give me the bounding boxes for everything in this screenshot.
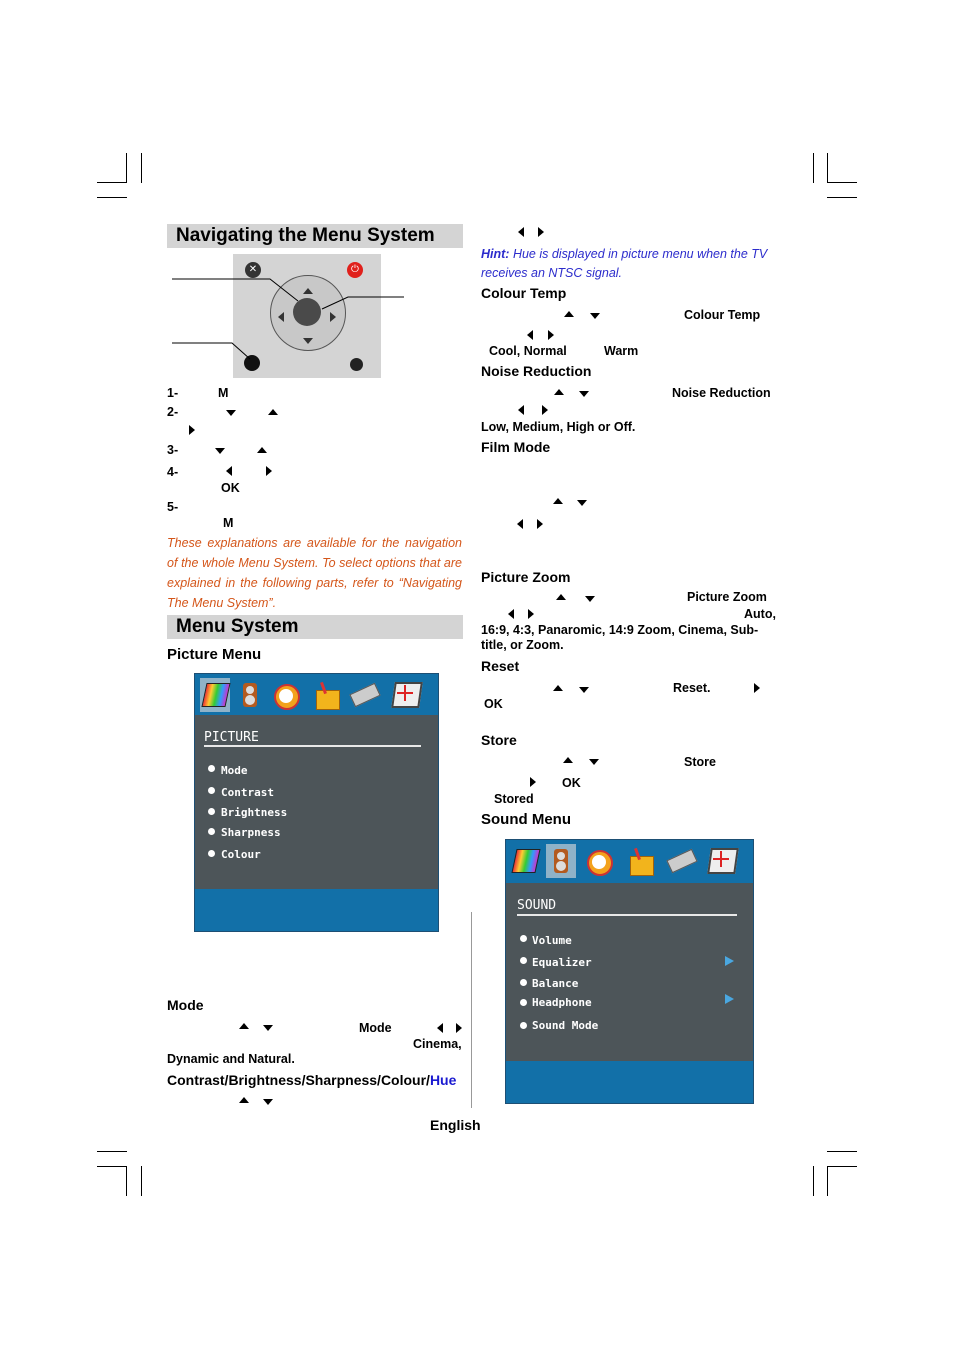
colour-temp-word: Colour Temp [684, 308, 761, 322]
up-arrow-icon [553, 498, 563, 504]
source-icon [349, 678, 379, 712]
install-icon [390, 678, 420, 712]
down-arrow-icon [579, 391, 589, 397]
picture-menu-item-sharpness[interactable]: Sharpness [221, 826, 281, 839]
picture-icon [200, 678, 230, 712]
mode-heading: Mode [167, 997, 204, 1013]
source-icon [666, 844, 696, 878]
step-1-num: 1- [167, 386, 179, 400]
menu-section-title: Menu System [176, 616, 299, 637]
down-arrow-icon [579, 687, 589, 693]
down-arrow-icon [590, 313, 600, 319]
film-mode-heading: Film Mode [481, 439, 551, 455]
features-icon [626, 844, 656, 878]
down-arrow-icon [585, 596, 595, 602]
right-arrow-icon [542, 405, 548, 415]
noise-reduction-heading: Noise Reduction [481, 363, 592, 379]
store-stored: Stored [494, 792, 534, 806]
right-arrow-icon [528, 609, 534, 619]
cbsc-heading-hue: Hue [429, 1072, 457, 1088]
bullet-icon [520, 999, 527, 1006]
up-arrow-icon [553, 685, 563, 691]
right-arrow-icon [266, 466, 272, 476]
sound-menu-item-equalizer[interactable]: Equalizer [532, 956, 592, 969]
picture-menu-item-mode[interactable]: Mode [221, 764, 248, 777]
up-arrow-icon [554, 389, 564, 395]
right-arrow-icon [189, 425, 195, 435]
picture-menu-heading: Picture Menu [167, 646, 262, 663]
picture-zoom-options-2: 16:9, 4:3, Panaromic, 14:9 Zoom, Cinema, Sub- [481, 623, 759, 637]
noise-reduction-word: Noise Reduction [672, 386, 771, 400]
reset-heading: Reset [481, 658, 520, 674]
down-arrow-icon [215, 448, 225, 454]
picture-menu-item-brightness[interactable]: Brightness [221, 806, 288, 819]
mode-word: Mode [359, 1021, 392, 1035]
right-arrow-icon [537, 519, 543, 529]
hint-line-1: Hue is displayed in picture menu when the TV [509, 247, 768, 261]
up-arrow-icon [268, 409, 278, 415]
cbsc-heading-text: Contrast/Brightness/Sharpness/Colour/ [167, 1072, 430, 1088]
up-arrow-icon [564, 311, 574, 317]
bullet-icon [208, 828, 215, 835]
column-divider [471, 912, 472, 1108]
sound-icon [235, 678, 265, 712]
submenu-arrow-icon [725, 994, 734, 1004]
down-arrow-icon [263, 1025, 273, 1031]
left-arrow-icon [518, 405, 524, 415]
step-2-num: 2- [167, 405, 179, 419]
menu-icon-bar [195, 674, 438, 715]
left-arrow-icon [508, 609, 514, 619]
reset-word: Reset. [673, 681, 711, 695]
mode-options-b: Dynamic and Natural. [167, 1052, 295, 1066]
up-arrow-icon [563, 757, 573, 763]
features-icon [312, 678, 342, 712]
right-arrow-icon [538, 227, 544, 237]
sound-menu-item-headphone[interactable]: Headphone [532, 996, 592, 1009]
menu-icon-bar [506, 840, 753, 883]
hue-hint [481, 245, 777, 283]
right-arrow-icon [456, 1023, 462, 1033]
bullet-icon [520, 1022, 527, 1029]
picture-menu-title: PICTURE [204, 730, 259, 745]
bullet-icon [520, 979, 527, 986]
down-arrow-icon [589, 759, 599, 765]
step-4-text: OK [221, 481, 240, 495]
sound-icon [546, 844, 576, 878]
bullet-icon [208, 765, 215, 772]
left-arrow-icon [517, 519, 523, 529]
mode-options-a: Cinema, [413, 1037, 462, 1051]
alarm-clock-icon [584, 844, 614, 878]
left-arrow-icon [518, 227, 524, 237]
up-arrow-icon [257, 447, 267, 453]
nav-section-header [167, 224, 463, 248]
picture-zoom-heading: Picture Zoom [481, 569, 571, 585]
noise-reduction-options: Low, Medium, High or Off. [481, 420, 636, 434]
colour-temp-heading: Colour Temp [481, 285, 567, 301]
step-5-text: M [223, 516, 234, 530]
bullet-icon [208, 787, 215, 794]
remote-callout-lines [170, 265, 410, 375]
step-4-num: 4- [167, 465, 179, 479]
right-arrow-icon [530, 777, 536, 787]
sound-menu-item-balance[interactable]: Balance [532, 977, 579, 990]
picture-zoom-options-1: Auto, [744, 607, 776, 621]
store-ok: OK [562, 776, 581, 790]
right-arrow-icon [548, 330, 554, 340]
picture-menu-title-rule [204, 745, 421, 747]
bullet-icon [520, 935, 527, 942]
sound-menu-item-sound-mode[interactable]: Sound Mode [532, 1019, 599, 1032]
sound-menu-heading: Sound Menu [481, 811, 571, 828]
sound-menu-title: SOUND [517, 898, 557, 913]
menu-footer-bar [195, 889, 438, 931]
sound-menu-title-rule [517, 914, 737, 916]
down-arrow-icon [226, 410, 236, 416]
right-arrow-icon [754, 683, 760, 693]
bullet-icon [520, 957, 527, 964]
down-arrow-icon [263, 1099, 273, 1105]
up-arrow-icon [239, 1097, 249, 1103]
left-arrow-icon [437, 1023, 443, 1033]
navigation-note: These explanations are available for the navigation of the whole Menu System. To select options that are explained in the following parts, refer to “Navigating The Menu System”. [167, 536, 462, 610]
step-5-num: 5- [167, 500, 179, 514]
picture-menu-item-colour[interactable]: Colour [221, 848, 261, 861]
step-1-text: M [218, 386, 229, 400]
cbsc-heading [167, 1072, 456, 1088]
reset-ok: OK [484, 697, 503, 711]
sound-menu-item-volume[interactable]: Volume [532, 934, 572, 947]
hint-label: Hint: [481, 247, 510, 261]
install-icon [706, 844, 736, 878]
nav-section-title: Navigating the Menu System [176, 225, 435, 246]
picture-menu-screenshot [194, 673, 439, 932]
colour-temp-options-1: Cool, Normal [489, 344, 567, 358]
up-arrow-icon [239, 1023, 249, 1029]
power-icon: ⏻ [347, 262, 363, 278]
picture-menu-item-contrast[interactable]: Contrast [221, 786, 274, 799]
down-arrow-icon [577, 500, 587, 506]
bullet-icon [208, 850, 215, 857]
store-word: Store [684, 755, 716, 769]
picture-icon [510, 844, 540, 878]
left-arrow-icon [527, 330, 533, 340]
page-footer-language: English [430, 1117, 481, 1133]
store-heading: Store [481, 732, 517, 748]
menu-footer-bar [506, 1061, 753, 1103]
sound-menu-screenshot [505, 839, 754, 1104]
step-3-num: 3- [167, 443, 179, 457]
submenu-arrow-icon [725, 956, 734, 966]
bullet-icon [208, 808, 215, 815]
picture-zoom-options-3: title, or Zoom. [481, 638, 564, 652]
colour-temp-options-2: Warm [604, 344, 639, 358]
left-arrow-icon [226, 466, 232, 476]
picture-zoom-word: Picture Zoom [687, 590, 767, 604]
alarm-clock-icon [271, 678, 301, 712]
up-arrow-icon [556, 594, 566, 600]
menu-section-header [167, 615, 463, 639]
hint-line-2: receives an NTSC signal. [481, 266, 623, 280]
mute-icon: ✕ [245, 262, 261, 278]
